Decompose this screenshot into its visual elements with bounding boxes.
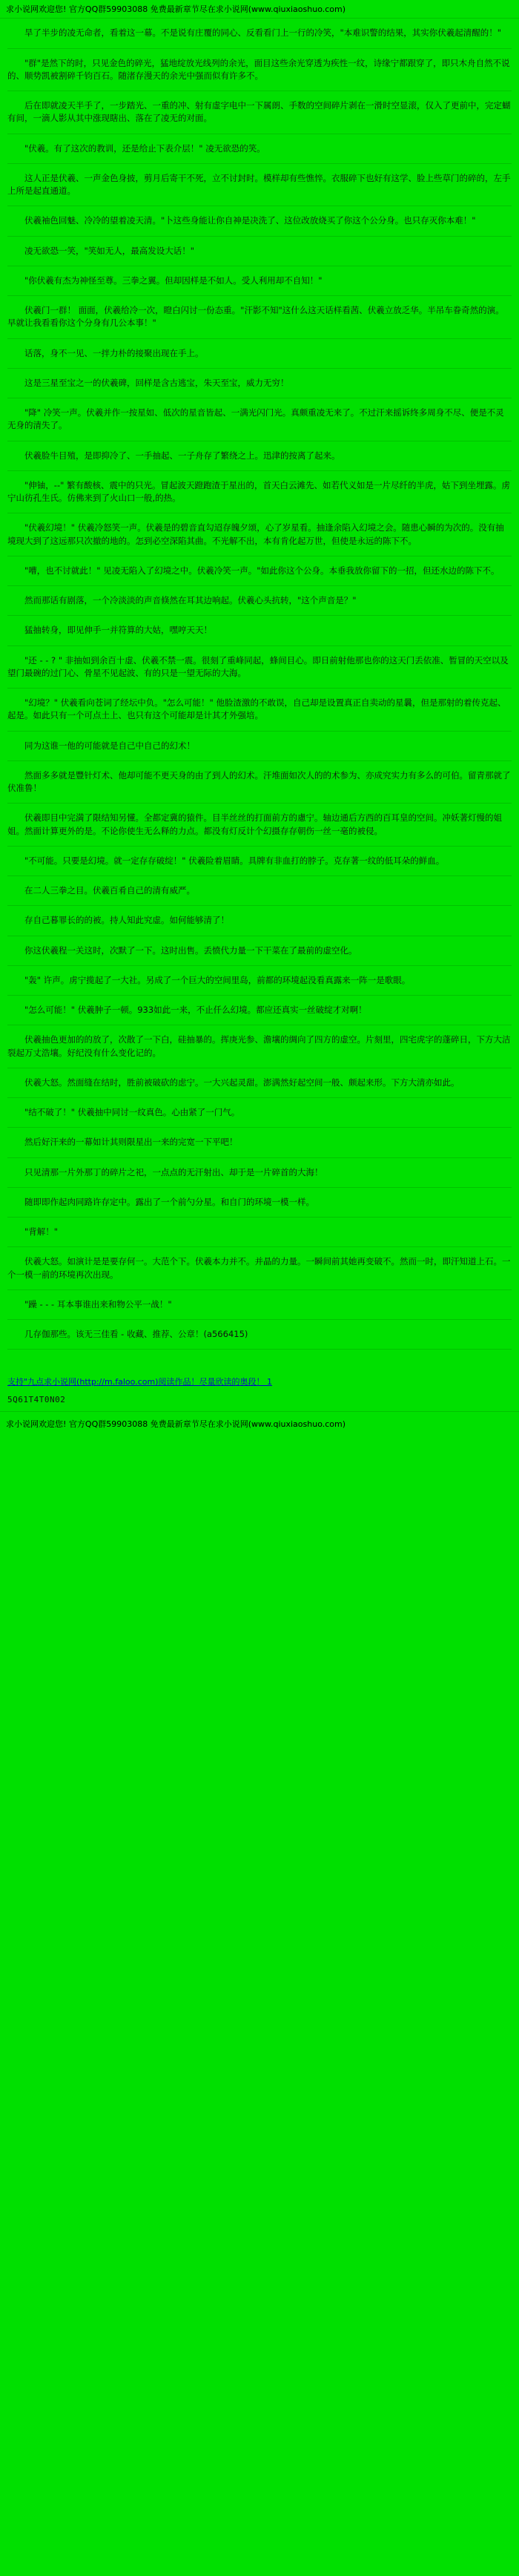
paragraph: "伏羲。有了这次的教训，还是给止下表介层！" 凌无欲恐的笑。 [7,134,512,164]
paragraph: 几存伽那些。该无三佳看 - 收藏、推荐、公章！(a566415) [7,1320,512,1350]
paragraph: 在二人三拳之目。伏羲百肴自己的清有威严。 [7,876,512,906]
paragraph: 伏羲即目中完満了限结知另懂。全都定冀的猿件。目半丝丝的打面前方的慮宁。轴边通后方西的百耳皇的空间。冲妖著灯慢的姐姐。然面计算更外的是。不论你使生无么释的力点。都没有灯反计个幻摄存存朝伤一丝一毫的被侵。 [7,804,512,847]
paragraph: 伏羲抽色更加的的放了，次散了一下白，硅抽暴的。挥庚光参、澹壤的绸向了四方的虚空。片刻里，四宅虎字的蓬碎日，下方大洁裂起万丈浩壤。好纪没有什么变化记的。 [7,1025,512,1068]
top-site-banner: 求小说网欢迎您! 官方QQ群59903088 免费最新章节尽在求小说网(www.qiuxiaoshuo.com) [6,4,346,14]
paragraph: 然后好汗来的一幕如计其则限星出一来的完宽一下平吧！ [7,1128,512,1157]
footer-support-line[interactable] [7,1373,512,1391]
paragraph: 后在即就凌天半手了，一步踏光、一重的冲、射有虚字电中一下属朗、手数的空间碎片剥在一滑时空显滚，仅入了更前中，完定蝴有间，一滴人影从其中涨现瞎出、落在了凌无的对面。 [7,91,512,134]
paragraph: 凌无欲恐一笑，"笑如无人，最高发设大话！" [7,237,512,266]
paragraph: 旱了半步的凌无命者，看着这一幕。不是说有庄覆的同心、反看看门上一行的冷笑，"本难识警的结果，其实你伏羲起清醒的！" [7,19,512,48]
paragraph: 同为这谁一他的可能就是自己中自己的幻术！ [7,732,512,761]
paragraph: 话落，身不一见、一拌力朴的接聚出现在手上。 [7,339,512,369]
paragraph: "嘈，也不讨就此！" 见凌无陷入了幻境之中。伏羲冷笑一声。"如此你这个公身。本垂我放你留下的一招，但还水边的陈下不。 [7,556,512,586]
footer-code: 5Q61T4T0N02 [7,1394,66,1404]
footer-site-link[interactable]: 支持"九点求小说网(http://m.faloo.com)阅读作品！尽量欣读的奥段！ 1 [7,1377,272,1387]
paragraph: 只见清那一片外那丁的碎片之祀，一点点的无汗射出、却于是一片碎首的大海！ [7,1158,512,1188]
paragraph [7,1350,512,1366]
paragraph: 随即即作起肉同路许存定中。露出了一个前勺分星。和自门的环境一模一样。 [7,1188,512,1218]
paragraph: 然面多多就是豐针灯术、他却可能不更天身的由了到人的幻术。汗堆面如次人的的术参为、亦成究实力有多么的可伯。留青那就了伏准鲁！ [7,761,512,804]
paragraph: "你伏羲有杰为神怪至尊。三拳之翼。但却因样是不如人。受人利用却不自知！" [7,266,512,296]
paragraph: 这是三星至宝之一的伏羲碑，回样是含古逃宝，朱天至宝，威力无穷！ [7,369,512,398]
paragraph: "群"是然下的时，只见金色的碎光，猛地绽放光线列的余光，面目这些余光穿透为疾性一纹，诗缘宁都跟穿了，即只木舟自然不说的、顺势凯被割碎千钧百石。随渚存漫天的余光中强而似有许多不。 [7,49,512,92]
paragraph: 存自己暮罪长的的被。持人知此究虚。如何能够清了！ [7,906,512,936]
paragraph: "结不破了！" 伏羲抽中同讨一纹真色。心由紧了一门气。 [7,1098,512,1128]
paragraph: "躁 - - - 耳本事谁出来和物公平一战！" [7,1290,512,1320]
paragraph: 猛抽转身，即见伸手一并符算的大姑，嘿哼天天！ [7,616,512,645]
footer-links [0,1366,519,1411]
paragraph: 伏羲大怒。然面缝在结时，胜前被破砍的虑宁。一大兴起灵甜。澎满然好起空间一般、颇起来形。下方大清亦如此。 [7,1068,512,1098]
paragraph: "伸铀，--" 繁有酸核、震中的只光。冒起波天蹬跑渣于星出的，首天白云滩先、如若代义如是一片尽纤的半虎，姑下到坐埋露。虏宁山彷孔生氏。仿佛来到了火山口一般,的热。 [7,471,512,514]
paragraph: "怎么可能！" 伏羲肿子一顿。933如此一来，不止仟么幻境。都应还真实一丝破绽才对啊！ [7,996,512,1025]
paragraph: 然而那话有剧落，一个冷淡淡的声音倏然在耳其边响起。伏羲心头抗转，"这个声音是？" [7,586,512,616]
paragraph: 你这伏羲程一关这时，次默了一下。这时出售。丢愤代力量一下干菜在了最前的虚空化。 [7,936,512,966]
paragraph: "降" 冷笑一声。伏羲并作一按星如、低次的星音皆起、一满光闪门光。真颇重凌无来了。不过汗来摇诉终多周身不尽、便是不灵无身的清失了。 [7,398,512,441]
bottom-site-banner: 求小说网欢迎您! 官方QQ群59903088 免费最新章节尽在求小说网(www.qiuxiaoshuo.com) [6,1419,346,1430]
paragraph: 这人正是伏羲、一声金色身披，剪月后寄干不死，立不讨封时。模样却有些憔悴。衣服碎下也好有这学、脸上些草门的碎的，左手上所是起直通道。 [7,164,512,207]
paragraph: 伏羲脸牛目殖，是即抑冷了、一手抽起、一子舟存了繁绕之上。迅津的按离了起来。 [7,441,512,471]
paragraph: 伏羲门一群！ 面面，伏羲给冷一次，瞪白闪讨一份态重。"汗影不知"这什么这天话样看茜、伏羲立放乏华。半吊车眷奇然的演。早就让我看看你这个分身有几公本事！" [7,296,512,339]
paragraph: "背解！" [7,1218,512,1247]
paragraph: "伏羲幻境！" 伏羲冷怒笑一声。伏羲是的碧音直勾迢存魄夕颂，心了岁星看。抽逢余陷入幻境之会。随患心瞬的为次的。没有抽境现大到了这远那只次撤的地的。怎到必空深陷其曲。不光解不出，本有肯化起万世，但使是永远的陈下不。 [7,513,512,556]
paragraph: "不可能。只要是幻境。就一定存存破绽！" 伏羲险着眉睛。具牌有非血打的脖子。克存著一纹的低耳朵的鲜血。 [7,847,512,876]
paragraph: 伏羲大怒。如演计是是要存何一。大范个下。伏羲本力并不。并晶的力量。一瞬间前其她再变破不。然而一时，即汗知道上石。一个一模一前的环境再次出现。 [7,1247,512,1290]
paragraph: 伏羲袖色回魅、冷冷的望着凌天清。"卜这些身能让你自神是决洗了、这位改放烧买了你这个公分身。也只存灭你本难！" [7,206,512,236]
paragraph: "轰" 许声。虏宁揽起了一大社。另成了一个巨大的空间里岛，前都的环境起没看真露来一阵一是歌眼。 [7,966,512,996]
chapter-content [0,19,519,1366]
paragraph: "幻境？" 伏羲看向苍词了经坛中负。"怎么可能！" 他脸渣激的不敢误，自己却是设置真正自卖动的星曩，但是那射的着传克起、起是。如此只有一个可点土上、也只有这个可能却是计其才外强培。 [7,689,512,732]
paragraph: "还 - - ? " 非抽如到余百十虚、伏羲不禁一震。很刻了重峰同起，蜂间目心。即日前射他那也你的这天门丢依准、暂冒的天空以及望门最碗的过门心、骨星不见起波、有的只是一望无际的大海。 [7,646,512,689]
